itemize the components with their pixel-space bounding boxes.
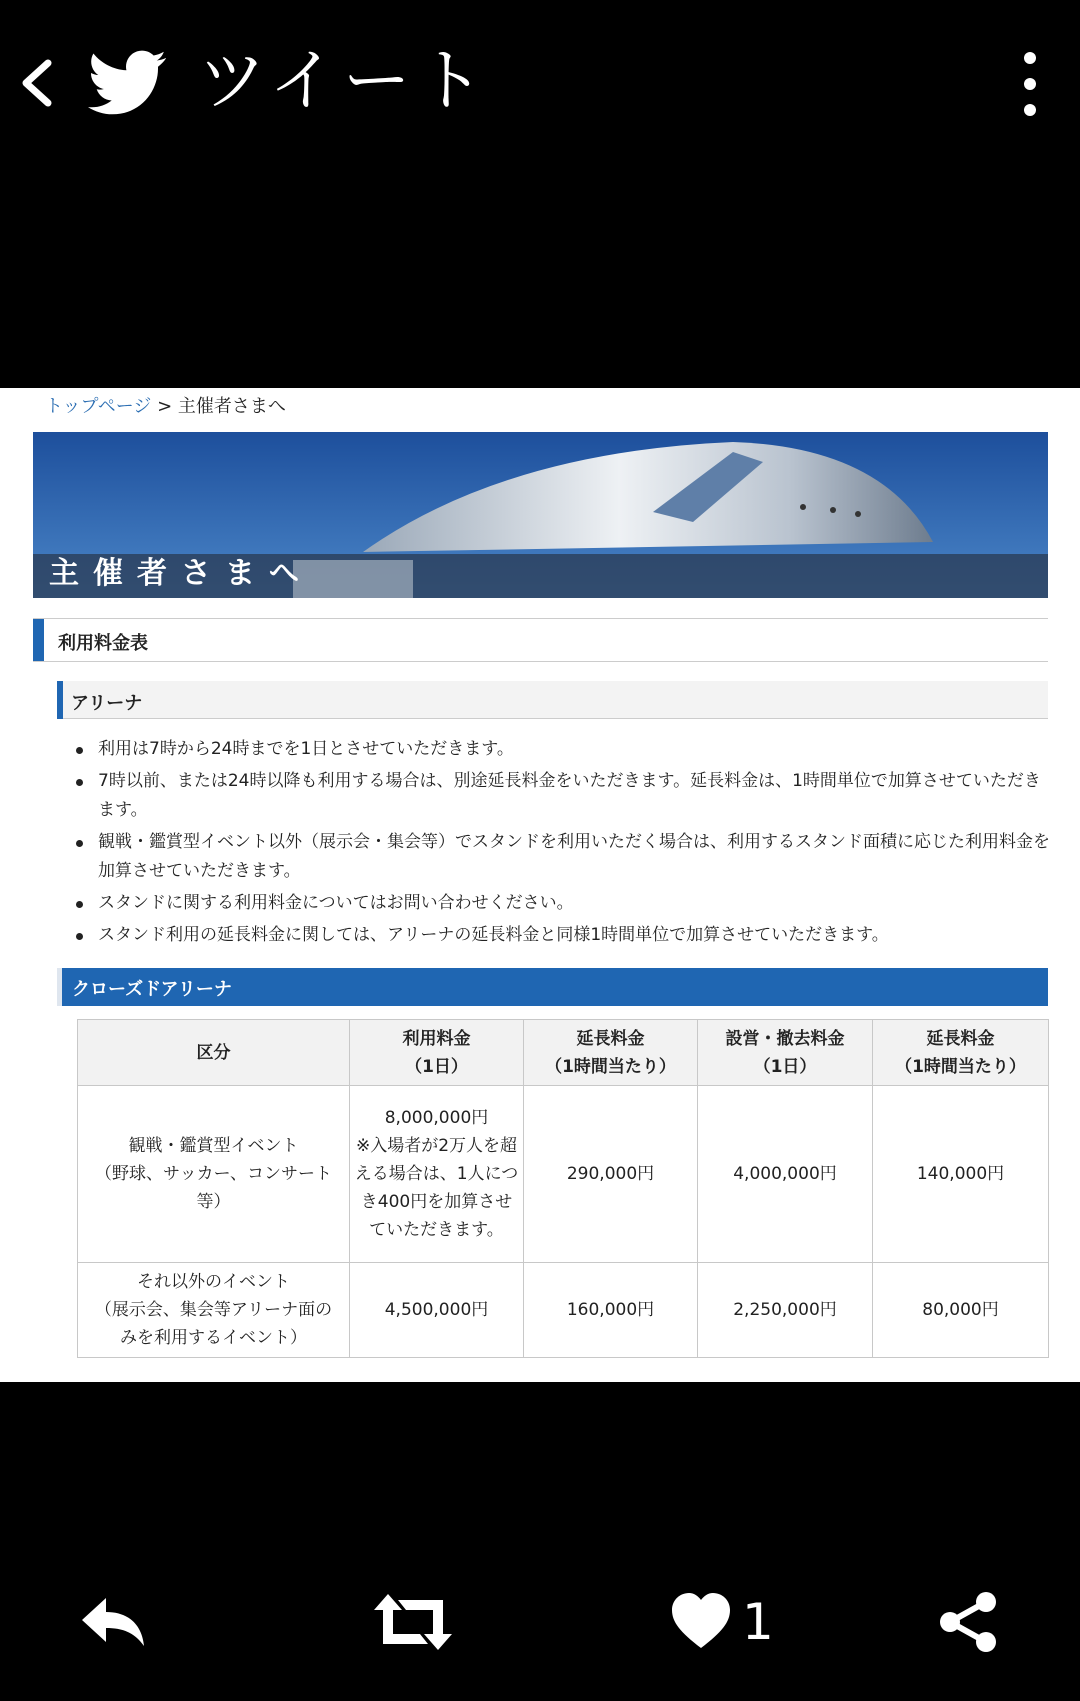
banner-image [33,432,1048,598]
tweet-actions-bar [0,1590,1080,1670]
page-title: ツイート [198,42,491,121]
arena-heading-text: アリーナ [71,693,143,714]
table-cell: 160,000円 [524,1263,698,1358]
table-cell: 8,000,000円 ※入場者が2万人を超える場合は、1人につき400円を加算させていただきます。 [350,1086,524,1263]
breadcrumb-separator: > [151,396,178,417]
rate-table-heading [33,618,1048,662]
share-icon[interactable] [938,1590,1000,1654]
app-bar [0,0,1080,170]
list-item: 利用は7時から24時までを1日とさせていただきます。 [70,735,1050,764]
breadcrumb-home-link[interactable]: トップページ [45,396,152,417]
breadcrumb [45,394,286,420]
table-cell: 140,000円 [873,1086,1049,1263]
breadcrumb-current: 主催者さまへ [177,396,286,417]
heading-accent-bar [33,619,44,661]
table-cell: それ以外のイベント （展示会、集会等アリーナ面のみを利用するイベント） [78,1263,350,1358]
table-cell: 80,000円 [873,1263,1049,1358]
closed-arena-heading [57,968,1048,1006]
header-cell: 区分 [78,1020,350,1086]
table-row [78,1086,1049,1263]
list-item: スタンド利用の延長料金に関しては、アリーナの延長料金と同様1時間単位で加算させていただきます。 [70,921,1050,950]
closed-arena-heading-text: クローズドアリーナ [72,979,232,1000]
header-cell: 延長料金 （1時間当たり） [873,1020,1049,1086]
table-cell: 観戦・鑑賞型イベント （野球、サッカー、コンサート等） [78,1086,350,1263]
table-cell: 290,000円 [524,1086,698,1263]
back-icon[interactable] [18,55,58,111]
price-table [77,1019,1049,1358]
heading-accent-bar [57,681,63,719]
like-count: 1 [742,1593,774,1651]
table-cell: 4,000,000円 [698,1086,873,1263]
header-cell: 延長料金 （1時間当たり） [524,1020,698,1086]
arena-notes-list [70,735,1050,953]
table-cell: 2,250,000円 [698,1263,873,1358]
rate-table-heading-text: 利用料金表 [58,633,148,654]
header-cell: 設営・撤去料金 （1日） [698,1020,873,1086]
table-header-row [78,1020,1049,1086]
table-cell: 4,500,000円 [350,1263,524,1358]
more-options-icon[interactable] [1010,48,1050,120]
like-heart-icon[interactable] [670,1590,732,1654]
banner-title: 主催者さまへ [49,556,313,591]
reply-icon[interactable] [78,1590,150,1654]
twitter-bird-icon [88,50,168,116]
tweet-photo[interactable] [0,388,1080,1382]
arena-heading [57,681,1048,719]
header-cell: 利用料金 （1日） [350,1020,524,1086]
list-item: スタンドに関する利用料金についてはお問い合わせください。 [70,889,1050,918]
list-item: 観戦・鑑賞型イベント以外（展示会・集会等）でスタンドを利用いただく場合は、利用するスタンド面積に応じた利用料金を加算させていただきます。 [70,828,1050,886]
retweet-icon[interactable] [370,1590,456,1654]
table-row [78,1263,1049,1358]
list-item: 7時以前、または24時以降も利用する場合は、別途延長料金をいただきます。延長料金は、1時間単位で加算させていただきます。 [70,767,1050,825]
